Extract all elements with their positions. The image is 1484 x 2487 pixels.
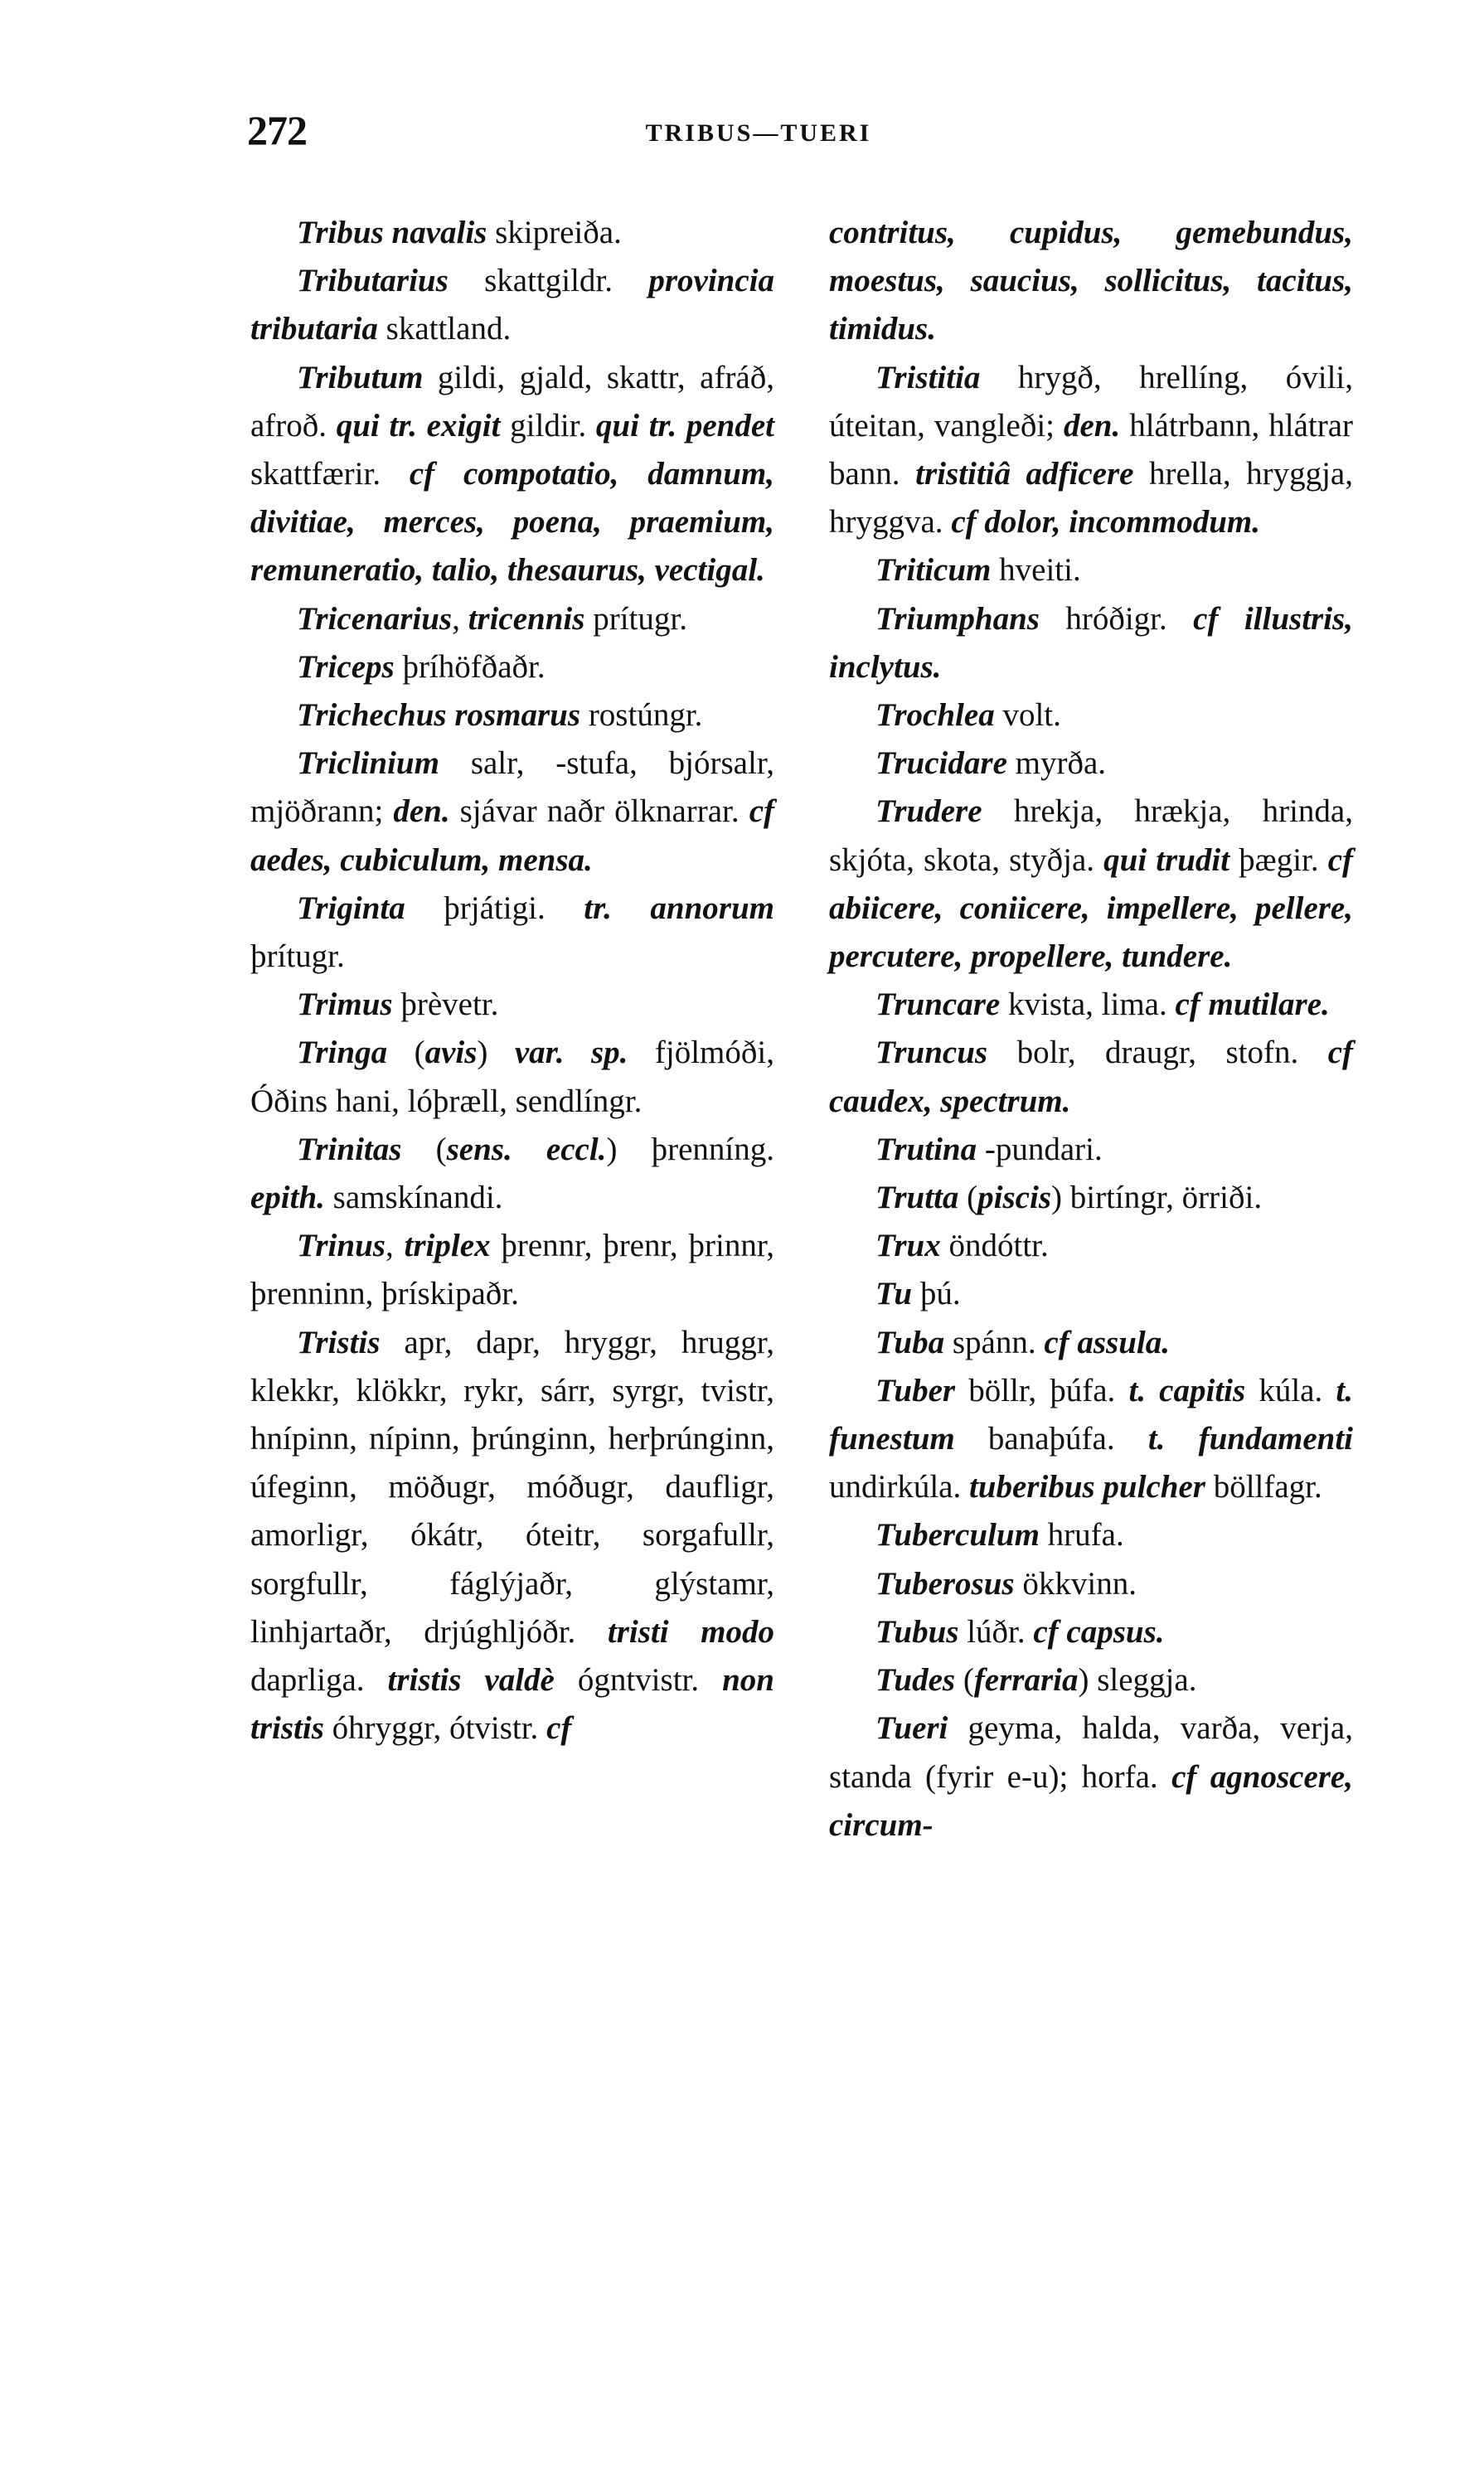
latin-phrase: cf mutilare. [1175,987,1330,1023]
dictionary-entry [250,257,774,353]
entry-headword: Trichechus rosmarus [297,697,581,734]
icelandic-gloss: ) þrenníng. [606,1131,774,1167]
dictionary-entry [829,1029,1353,1125]
entry-headword: Triumphans [875,600,1040,637]
dictionary-entry [829,1222,1353,1270]
latin-phrase: provincia tributaria [250,263,774,347]
left-column [250,209,774,1753]
icelandic-gloss: þrítugr. [250,938,345,975]
icelandic-gloss: þægir. [1229,841,1328,878]
latin-phrase: var. sp. [514,1035,628,1071]
icelandic-gloss: salr, -stufa, bjórsalr, mjöðrann; [250,745,774,830]
latin-phrase: non tristis [250,1662,774,1747]
dictionary-entry [829,595,1353,691]
entry-headword: Trudere [875,793,982,830]
entry-headword: Tuba [875,1324,945,1360]
entry-headword: Triginta [297,890,405,926]
icelandic-gloss: volt. [994,697,1061,734]
icelandic-gloss: skattland. [377,311,512,347]
right-column [829,209,1353,1849]
icelandic-gloss: spánn. [944,1324,1045,1360]
latin-phrase: tristis valdè [387,1662,555,1699]
icelandic-gloss: banaþúfa. [954,1421,1148,1457]
entry-headword: Tudes [875,1662,956,1699]
icelandic-gloss: , [385,1228,405,1264]
entry-headword: Tringa [297,1035,388,1071]
icelandic-gloss: undirkúla. [829,1469,969,1505]
icelandic-gloss: hróðigr. [1039,600,1194,637]
icelandic-gloss: lúðr. [958,1613,1034,1650]
latin-phrase: tristitiâ adficere [915,456,1134,492]
entry-headword: Trinitas [297,1131,402,1167]
entry-headword: Trochlea [875,697,995,734]
entry-headword: Tribus navalis [297,215,487,250]
dictionary-entry [829,739,1353,788]
dictionary-entry [829,1367,1353,1512]
icelandic-gloss: þú. [912,1276,961,1312]
icelandic-gloss: þrennr, þrenr, þrinnr, þrenninn, þrískipaðr. [250,1228,774,1312]
entry-headword: Trucidare [875,745,1007,782]
latin-phrase: cf capsus. [1033,1613,1165,1650]
dictionary-entry [829,1656,1353,1704]
entry-headword: Tuberosus [875,1565,1015,1602]
dictionary-entry [829,1126,1353,1174]
entry-headword: Tubus [875,1613,959,1650]
icelandic-gloss: , [452,600,468,637]
entry-headword: Tu [875,1276,913,1312]
entry-headword: Tuber [875,1372,956,1408]
entry-headword: Tueri [875,1710,948,1747]
icelandic-gloss: ( [387,1035,425,1071]
latin-phrase: cf abiicere, coniicere, impellere, pellere, percutere, propellere, tundere. [829,841,1354,975]
latin-phrase: cf compotatio, damnum, divitiae, merces, poena, praemium, remuneratio, talio, thesaurus, vectigal. [250,456,774,589]
icelandic-gloss: kúla. [1245,1372,1336,1408]
icelandic-gloss: böllr, þúfa. [955,1372,1129,1408]
entry-headword: Tributarius [297,263,449,299]
icelandic-gloss: böllfagr. [1205,1469,1322,1505]
latin-phrase: t. fundamenti [1147,1421,1354,1457]
icelandic-gloss: skipreiða. [487,215,622,250]
latin-phrase: triplex [404,1228,491,1264]
latin-phrase: cf dolor, incommodum. [951,504,1261,541]
dictionary-entry [250,1029,774,1125]
dictionary-entry [250,981,774,1029]
icelandic-gloss: ökkvinn. [1014,1565,1137,1602]
latin-phrase: t. funestum [829,1372,1353,1457]
icelandic-gloss: hrella, hryggja, hryggva. [829,456,1353,541]
latin-phrase: den. [393,793,450,830]
dictionary-entry [829,354,1353,547]
icelandic-gloss: hrufa. [1039,1517,1124,1554]
dictionary-entry [250,1126,774,1222]
latin-phrase: avis [424,1035,478,1071]
dictionary-entry [250,1319,774,1753]
entry-headword: Trutta [875,1180,959,1216]
icelandic-gloss: bolr, draugr, stofn. [987,1035,1328,1071]
icelandic-gloss: þrjátigi. [405,890,584,926]
latin-phrase: qui tr. pendet [595,407,775,444]
dictionary-entry [250,209,774,257]
latin-phrase: cf [546,1710,572,1747]
latin-phrase: tristi modo [607,1613,774,1650]
entry-headword: Triclinium [297,745,439,782]
latin-phrase: tricennis [468,600,585,637]
entry-headword: Trutina [875,1131,977,1167]
dictionary-entry [829,1704,1353,1849]
dictionary-entry [250,739,774,885]
icelandic-gloss: hrekja, hrækja, hrinda, skjóta, skota, styðja. [829,793,1353,878]
icelandic-gloss: gildi, gjald, skattr, afráð, afroð. [250,359,774,444]
icelandic-gloss: ) birtíngr, örriði. [1051,1180,1263,1216]
icelandic-gloss: kvista, lima. [1000,987,1176,1023]
entry-headword: Trinus [297,1228,386,1264]
icelandic-gloss: ) sleggja. [1078,1662,1197,1699]
icelandic-gloss: daprliga. [250,1662,388,1699]
entry-headword: Tristitia [875,359,981,395]
icelandic-gloss: samskínandi. [324,1180,503,1216]
latin-phrase: cf illustris, inclytus. [829,600,1353,685]
icelandic-gloss: sjávar naðr ölknarrar. [449,793,749,830]
entry-headword: Truncare [875,987,1001,1023]
latin-phrase: epith. [250,1180,325,1216]
icelandic-gloss: geyma, halda, varða, verja, standa (fyrir e-u); horfa. [829,1710,1353,1795]
dictionary-entry [250,691,774,739]
latin-phrase: cf agnoscere, circum- [829,1758,1353,1843]
icelandic-gloss: prítugr. [584,600,687,637]
icelandic-gloss: apr, dapr, hryggr, hruggr, klekkr, klökkr, rykr, sárr, syrgr, tvistr, hnípinn, nípinn, þrúnginn, herþrúnginn, úfeginn, möðugr, móðugr, daufligr, amorligr, ókátr, óteitr, sorgafullr, sorgfullr, fáglýjaðr, glýstamr, linhjartaðr, drjúghljóðr. [250,1324,774,1650]
icelandic-gloss: öndóttr. [940,1228,1049,1264]
latin-phrase: t. capitis [1128,1372,1246,1408]
latin-phrase: contritus, cupidus, gemebundus, moestus, saucius, sollicitus, tacitus, timidus. [829,215,1353,347]
entry-headword: Tributum [297,359,424,395]
icelandic-gloss: þrèvetr. [392,987,499,1023]
entry-headword: Triceps [297,648,395,685]
icelandic-gloss: ) [477,1035,515,1071]
dictionary-entry [250,1222,774,1318]
icelandic-gloss: skattfærir. [250,456,410,492]
latin-phrase: sens. eccl. [446,1131,607,1167]
latin-phrase: ferraria [973,1662,1079,1699]
icelandic-gloss: fjölmóði, Óðins hani, lóþræll, sendlíngr. [250,1035,774,1119]
icelandic-gloss: hveiti. [991,552,1081,589]
latin-phrase: tr. annorum [584,890,774,926]
entry-headword: Tuberculum [875,1517,1040,1554]
dictionary-entry [829,1560,1353,1608]
dictionary-entry [829,981,1353,1029]
icelandic-gloss: ( [955,1662,974,1699]
entry-headword: Trimus [297,987,393,1023]
icelandic-gloss: ( [401,1131,447,1167]
icelandic-gloss: óhryggr, ótvistr. [323,1710,547,1747]
dictionary-entry [829,209,1353,354]
entry-headword: Tricenarius [297,600,453,637]
icelandic-gloss: gildir. [500,407,596,444]
icelandic-gloss: þríhöfðaðr. [394,648,546,685]
dictionary-entry [250,595,774,643]
dictionary-entry [829,1608,1353,1656]
dictionary-entry [829,788,1353,981]
dictionary-entry [829,1319,1353,1367]
dictionary-entry [829,1174,1353,1222]
dictionary-entry [250,354,774,595]
dictionary-entry [829,1270,1353,1318]
latin-phrase: cf aedes, cubiculum, mensa. [250,793,774,878]
icelandic-gloss: skattgildr. [448,263,649,299]
latin-phrase: cf caudex, spectrum. [829,1035,1353,1119]
latin-phrase: qui trudit [1103,841,1230,878]
dictionary-entry [829,1511,1353,1559]
latin-phrase: cf assula. [1044,1324,1171,1360]
page-number: 272 [247,107,307,153]
icelandic-gloss: ógntvistr. [554,1662,723,1699]
latin-phrase: tuberibus pulcher [968,1469,1205,1505]
icelandic-gloss: hlátrbann, hlátrar bann. [829,407,1353,492]
latin-phrase: piscis [977,1180,1052,1216]
icelandic-gloss: -pundari. [977,1131,1103,1167]
latin-phrase: qui tr. exigit [336,407,501,444]
icelandic-gloss: rostúngr. [580,697,703,734]
icelandic-gloss: ( [958,1180,978,1216]
latin-phrase: den. [1063,407,1121,444]
dictionary-entry [829,546,1353,594]
icelandic-gloss: myrða. [1006,745,1107,782]
dictionary-entry [250,643,774,691]
entry-headword: Triticum [875,552,992,589]
icelandic-gloss: hrygð, hrellíng, óvili, úteitan, vangleði; [829,359,1353,444]
entry-headword: Truncus [875,1035,988,1071]
dictionary-entry [829,691,1353,739]
dictionary-entry [250,885,774,981]
entry-headword: Trux [875,1228,941,1264]
running-head: TRIBUS—TUERI [645,119,872,147]
entry-headword: Tristis [297,1324,381,1360]
